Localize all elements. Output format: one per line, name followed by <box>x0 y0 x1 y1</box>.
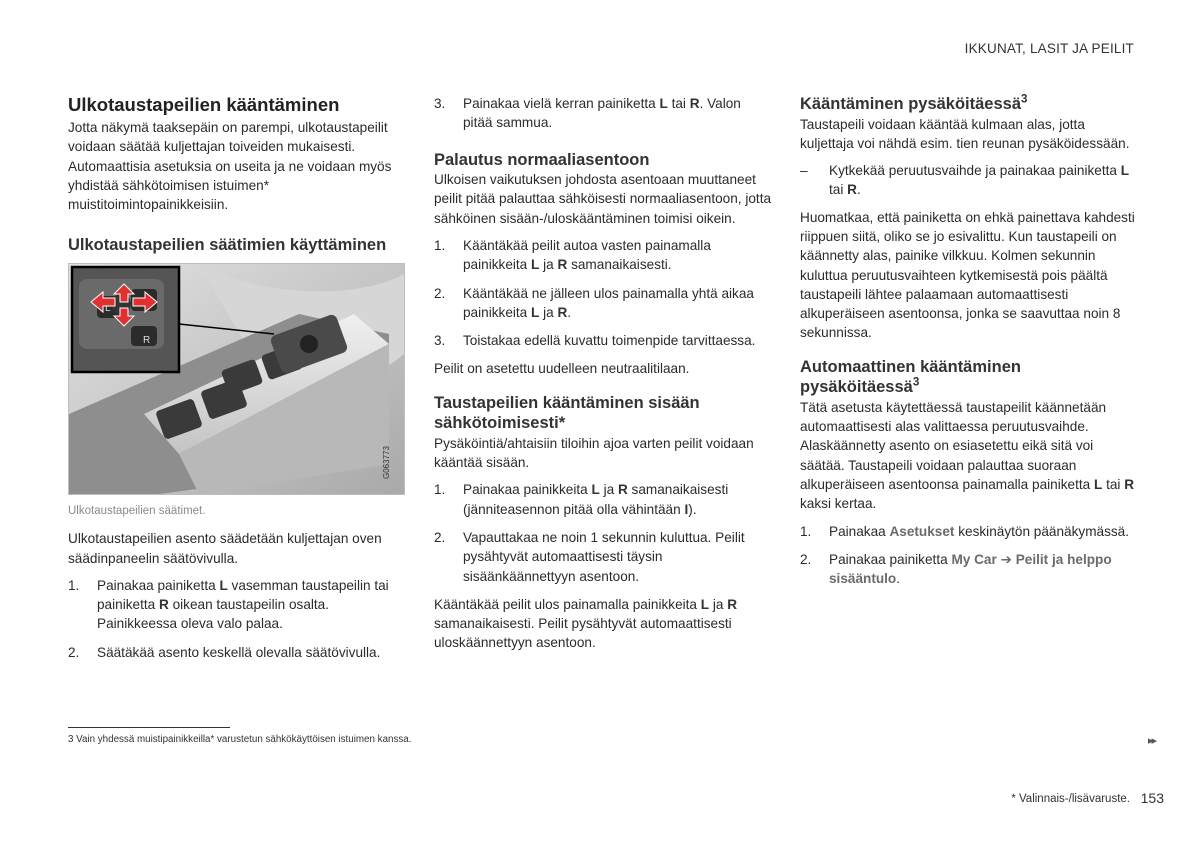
list-item: 2. Säätäkää asento keskellä olevalla säätövivulla. <box>68 644 381 660</box>
footnote-ref: 3 <box>1021 93 1028 106</box>
svg-text:R: R <box>143 334 151 346</box>
footnote-ref: 3 <box>912 376 920 389</box>
column-1 <box>68 94 403 671</box>
restore-heading: Palautus normaaliasentoon <box>434 150 650 169</box>
list-item: 1. Painakaa painikkeita L ja R samanaikaisesti (jänniteasennon pitää olla vähintään I). <box>434 482 729 517</box>
restore-steps <box>434 236 774 350</box>
svg-text:L: L <box>105 302 111 314</box>
footnote: 3 Vain yhdessä muistipainikkeilla* varustetun sähkökäyttöisen istuimen kanssa. <box>68 734 412 745</box>
auto-steps <box>800 522 1135 589</box>
list-item: 3. Toistakaa edellä kuvattu toimenpide tarvittaessa. <box>434 333 756 349</box>
list-item: 2. Painakaa painiketta My Car ➔ Peilit ja helppo sisääntulo. <box>800 551 1112 587</box>
arrow-right-icon: ➔ <box>1000 551 1012 567</box>
list-item: 1. Painakaa Asetukset keskinäytön päänäkymässä. <box>800 523 1130 539</box>
adjust-steps <box>68 576 403 662</box>
menu-settings: Asetukset <box>889 523 955 539</box>
continue-arrows-icon: ▸▸ <box>1148 735 1156 747</box>
mirror-controls-figure <box>68 263 405 495</box>
fold-heading: Taustapeilien kääntäminen sisään sähkötoimisesti* <box>434 393 700 433</box>
auto-paragraph: Tätä asetusta käytettäessä taustapeilit käännetään automaattisesti alas valittaessa peruutusvaihde. Alaskäännetty asento on esiasetettu eikä sitä voi säätää. Taustapeili voidaan palauttaa suoraan alkuperäiseen asentoonsa painamalla painiketta L tai R kaksi kertaa. <box>800 399 1135 512</box>
door-panel-illustration <box>69 264 404 494</box>
list-item: – Kytkekää peruutusvaihde ja painakaa painiketta L tai R. <box>800 163 1130 198</box>
list-item: 3. Painakaa vielä kerran painiketta L tai R. Valon pitää sammua. <box>434 96 741 131</box>
adjust-steps-continued <box>434 94 774 133</box>
intro-paragraph: Jotta näkymä taaksepäin on parempi, ulkotaustapeilit voidaan säätää kuljettajan toiveiden mukaisesti. Automaattisia asetuksia on useita ja ne voidaan myös yhdistää sähkötoimisen istuimen* muistitoimintopainikkeisiin. <box>68 120 392 213</box>
park-paragraph: Taustapeili voidaan kääntää kulmaan alas, jotta kuljettaja voi nähdä esim. tien reunan pysäköidessään. <box>800 116 1130 151</box>
controls-subtitle: Ulkotaustapeilien säätimien käyttäminen <box>68 236 387 255</box>
figure-code: G063773 <box>382 446 391 479</box>
list-item: 1. Kääntäkää peilit autoa vasten painamalla painikkeita L ja R samanaikaisesti. <box>434 237 711 273</box>
list-item: 1. Painakaa painiketta L vasemman taustapeilin tai painiketta R oikean taustapeilin osalta. Painikkeessa oleva valo palaa. <box>68 577 389 632</box>
restore-end: Peilit on asetettu uudelleen neutraalitilaan. <box>434 361 690 377</box>
auto-heading: Automaattinen kääntäminen pysäköitäessä$^3$ <box>800 357 1021 397</box>
footnote-divider <box>68 727 230 728</box>
fold-steps <box>434 480 774 585</box>
controls-paragraph: Ulkotaustapeilien asento säädetään kuljettajan oven säädinpaneelin säätövivulla. <box>68 531 382 566</box>
park-heading: Kääntäminen pysäköitäessä$^3$ <box>800 93 1028 113</box>
park-dash-list <box>800 161 1135 200</box>
zoom-inset <box>72 267 179 372</box>
column-3 <box>800 94 1135 597</box>
figure-caption: Ulkotaustapeilien säätimet. <box>68 504 206 517</box>
restore-paragraph: Ulkoisen vaikutuksen johdosta asentoaan muuttaneet peilit pitää palauttaa sähköisesti normaaliasentoon, jotta sähköinen sisään-/uloskääntäminen toimisi oikein. <box>434 172 772 226</box>
fold-end: Kääntäkää peilit ulos painamalla painikkeita L ja R samanaikaisesti. Peilit pysähtyvät automaattisesti uloskäännettyyn asentoon. <box>434 596 738 651</box>
column-2 <box>434 94 774 653</box>
page-number: 153 <box>1140 790 1164 806</box>
menu-mirrors: Peilit ja helppo sisääntulo <box>829 551 1112 587</box>
menu-my-car: My Car <box>951 551 997 567</box>
fold-paragraph: Pysäköintiä/ahtaisiin tiloihin ajoa varten peilit voidaan kääntää sisään. <box>434 435 754 471</box>
optional-equipment-note: * Valinnais-/lisävaruste. <box>1011 793 1130 805</box>
section-header: IKKUNAT, LASIT JA PEILIT <box>964 41 1134 56</box>
page-title: Ulkotaustapeilien kääntäminen <box>68 94 340 115</box>
list-item: 2. Kääntäkää ne jälleen ulos painamalla yhtä aikaa painikkeita L ja R. <box>434 285 754 320</box>
list-item: 2. Vapauttakaa ne noin 1 sekunnin kuluttua. Peilit pysähtyvät automaattisesti täysin sisäänkäännettyyn asentoon. <box>434 529 745 584</box>
park-note: Huomatkaa, että painiketta on ehkä painettava kahdesti riippuen siitä, oliko se jo esivalittu. Kun taustapeili on käännetty alas, painike vilkkuu. Kolmen sekunnin kuluttua peruutusvaihteen kytkemisestä pois päältä taustapeili lähtee palaamaan automaattisesti alkuperäiseen asentoonsa, jonka se saavuttaa noin 8 sekunnissa. <box>800 209 1135 341</box>
